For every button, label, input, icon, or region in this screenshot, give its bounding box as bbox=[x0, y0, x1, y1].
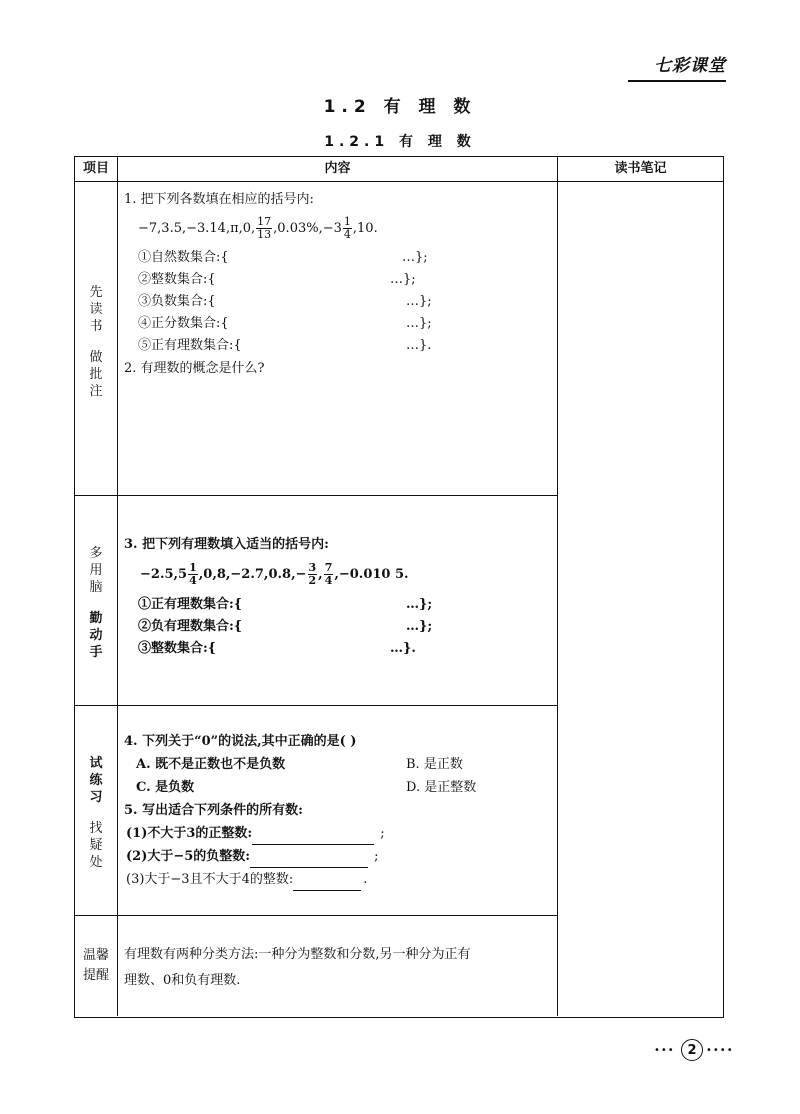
q1-set-positive-fraction bbox=[124, 313, 432, 335]
q2-prompt: 2. 有理数的概念是什么? bbox=[124, 361, 265, 376]
q1-numbers-mid: ,0.03%,−3 bbox=[273, 221, 342, 236]
q5-item-1-label: (1)不大于3的正整数: bbox=[126, 826, 253, 841]
q3-fraction-3-2 bbox=[308, 562, 318, 587]
q5-item-2-blank[interactable] bbox=[250, 851, 368, 868]
header-item: 项目 bbox=[82, 161, 109, 176]
q1-set-negative-tail: …}; bbox=[406, 294, 432, 309]
q3-set-positive-rational-tail: …}; bbox=[406, 597, 433, 612]
q5-prompt: 5. 写出适合下列条件的所有数: bbox=[124, 803, 303, 818]
q1-set-integer bbox=[124, 269, 416, 291]
q5-item-2-label: (2)大于−5的负整数: bbox=[126, 849, 251, 864]
q5-item-3-blank[interactable] bbox=[293, 874, 361, 891]
footer-dots-left: ••• bbox=[654, 1045, 675, 1056]
q3-set-integer-label: ③整数集合:{ bbox=[138, 641, 217, 656]
section-label-read-top: 先读书 bbox=[89, 285, 103, 334]
q3-frac2-num: 3 bbox=[308, 561, 317, 574]
q1-fraction-17-13 bbox=[256, 216, 272, 241]
q4-option-b: B. 是正数 bbox=[406, 757, 463, 772]
column-divider-notes bbox=[557, 157, 558, 1016]
section-label-tip bbox=[75, 946, 117, 986]
section-divider-1 bbox=[75, 495, 557, 496]
q5-item-1-blank[interactable] bbox=[252, 828, 374, 845]
q1-set-integer-label: ②整数集合:{ bbox=[138, 272, 216, 287]
q3-frac2-den: 2 bbox=[308, 574, 317, 587]
q3-prompt: 3. 把下列有理数填入适当的括号内: bbox=[124, 537, 329, 552]
section-label-think-top: 多用脑 bbox=[89, 546, 103, 595]
q3-numbers-before: −2.5,5 bbox=[140, 567, 188, 582]
section-label-read bbox=[75, 284, 117, 400]
q1-frac1-den: 13 bbox=[257, 228, 272, 241]
q1-set-integer-tail: …}; bbox=[390, 272, 416, 287]
q3-numbers bbox=[124, 556, 409, 594]
q4-options-row2 bbox=[124, 776, 477, 799]
q3-frac3-num: 7 bbox=[324, 561, 333, 574]
q1-set-positive-rational bbox=[124, 335, 432, 357]
section-label-think-bottom: 勤动手 bbox=[89, 611, 103, 660]
q1-set-natural-tail: …}; bbox=[402, 250, 428, 265]
q3-set-integer bbox=[124, 638, 416, 660]
q3-set-negative-rational-label: ②负有理数集合:{ bbox=[138, 619, 243, 634]
section-label-tip-top: 温馨提醒 bbox=[82, 948, 109, 983]
q5-item-1-tail: ; bbox=[380, 826, 385, 841]
q1-prompt: 1. 把下列各数填在相应的括号内: bbox=[124, 192, 314, 207]
q5-item-3 bbox=[124, 868, 385, 891]
page-subtitle: 1.2.1 有 理 数 bbox=[324, 134, 476, 150]
brand-logo: 七彩课堂 bbox=[654, 56, 726, 76]
q5-item-3-tail: . bbox=[363, 872, 368, 887]
q1-set-positive-fraction-label: ④正分数集合:{ bbox=[138, 316, 229, 331]
q3-numbers-after: ,−0.010 5. bbox=[334, 567, 409, 582]
section-divider-3 bbox=[75, 915, 557, 916]
q3-numbers-mid1: ,0,8,−2.7,0.8,− bbox=[198, 567, 307, 582]
section-label-think bbox=[75, 545, 117, 661]
section-label-practice-top: 试练习 bbox=[89, 756, 103, 805]
section-divider-2 bbox=[75, 705, 557, 706]
page-number: 2 bbox=[681, 1039, 703, 1061]
header-content: 内容 bbox=[324, 161, 351, 176]
q1-set-positive-rational-tail: …}. bbox=[406, 338, 432, 353]
q3-set-negative-rational bbox=[124, 616, 433, 638]
q3-fraction-1-4 bbox=[188, 562, 198, 587]
section-label-practice bbox=[75, 755, 117, 871]
q5-item-1 bbox=[124, 822, 385, 845]
q4-option-a: A. 既不是正数也不是负数 bbox=[136, 757, 286, 772]
section-tip-content bbox=[124, 942, 471, 994]
q1-frac1-num: 17 bbox=[257, 215, 272, 228]
header-divider bbox=[75, 181, 723, 182]
header-notes: 读书笔记 bbox=[614, 161, 667, 176]
q3-numbers-mid2: , bbox=[318, 567, 323, 582]
q3-frac1-num: 1 bbox=[189, 561, 197, 574]
q4-option-d: D. 是正整数 bbox=[406, 780, 477, 795]
q3-set-negative-rational-tail: …}; bbox=[406, 619, 433, 634]
section-think-content bbox=[124, 533, 433, 660]
q4-options-row1 bbox=[124, 753, 463, 776]
q1-frac2-den: 4 bbox=[343, 228, 351, 241]
q1-frac2-num: 1 bbox=[343, 215, 351, 228]
q1-set-negative-label: ③负数集合:{ bbox=[138, 294, 216, 309]
q1-set-natural-label: ①自然数集合:{ bbox=[138, 250, 229, 265]
q5-item-3-label: (3)大于−3且不大于4的整数: bbox=[126, 872, 294, 887]
q3-set-integer-tail: …}. bbox=[390, 641, 416, 656]
section-label-read-bottom: 做批注 bbox=[89, 350, 103, 399]
q3-fraction-7-4 bbox=[324, 562, 334, 587]
footer-dots-right: •••• bbox=[706, 1045, 734, 1056]
q1-numbers-after: ,10. bbox=[352, 221, 378, 236]
q1-set-positive-fraction-tail: …}; bbox=[406, 316, 432, 331]
q1-numbers bbox=[124, 211, 378, 247]
q5-item-2 bbox=[124, 845, 385, 868]
section-practice-content bbox=[124, 730, 477, 891]
q1-fraction-1-4 bbox=[343, 216, 352, 241]
q3-frac1-den: 4 bbox=[189, 574, 197, 587]
section-label-practice-bottom: 找疑处 bbox=[89, 821, 103, 870]
page-number-badge bbox=[654, 1040, 734, 1062]
q1-set-natural bbox=[124, 247, 428, 269]
q1-set-positive-rational-label: ⑤正有理数集合:{ bbox=[138, 338, 242, 353]
q1-set-negative bbox=[124, 291, 432, 313]
q3-set-positive-rational-label: ①正有理数集合:{ bbox=[138, 597, 243, 612]
tip-line-2: 理数、0和负有理数. bbox=[124, 973, 241, 988]
q3-frac3-den: 4 bbox=[324, 574, 333, 587]
section-read-content bbox=[124, 188, 432, 380]
tip-line-1: 有理数有两种分类方法:一种分为整数和分数,另一种分为正有 bbox=[124, 947, 471, 962]
q3-set-positive-rational bbox=[124, 594, 433, 616]
q4-option-c: C. 是负数 bbox=[136, 780, 195, 795]
column-divider-item bbox=[117, 157, 118, 1016]
q5-item-2-tail: ; bbox=[374, 849, 379, 864]
brand-underline bbox=[628, 80, 726, 82]
page-title: 1.2 有 理 数 bbox=[323, 97, 477, 117]
q4-prompt: 4. 下列关于“0”的说法,其中正确的是( ) bbox=[124, 734, 357, 749]
q1-numbers-before: −7,3.5,−3.14,π,0, bbox=[138, 221, 256, 236]
